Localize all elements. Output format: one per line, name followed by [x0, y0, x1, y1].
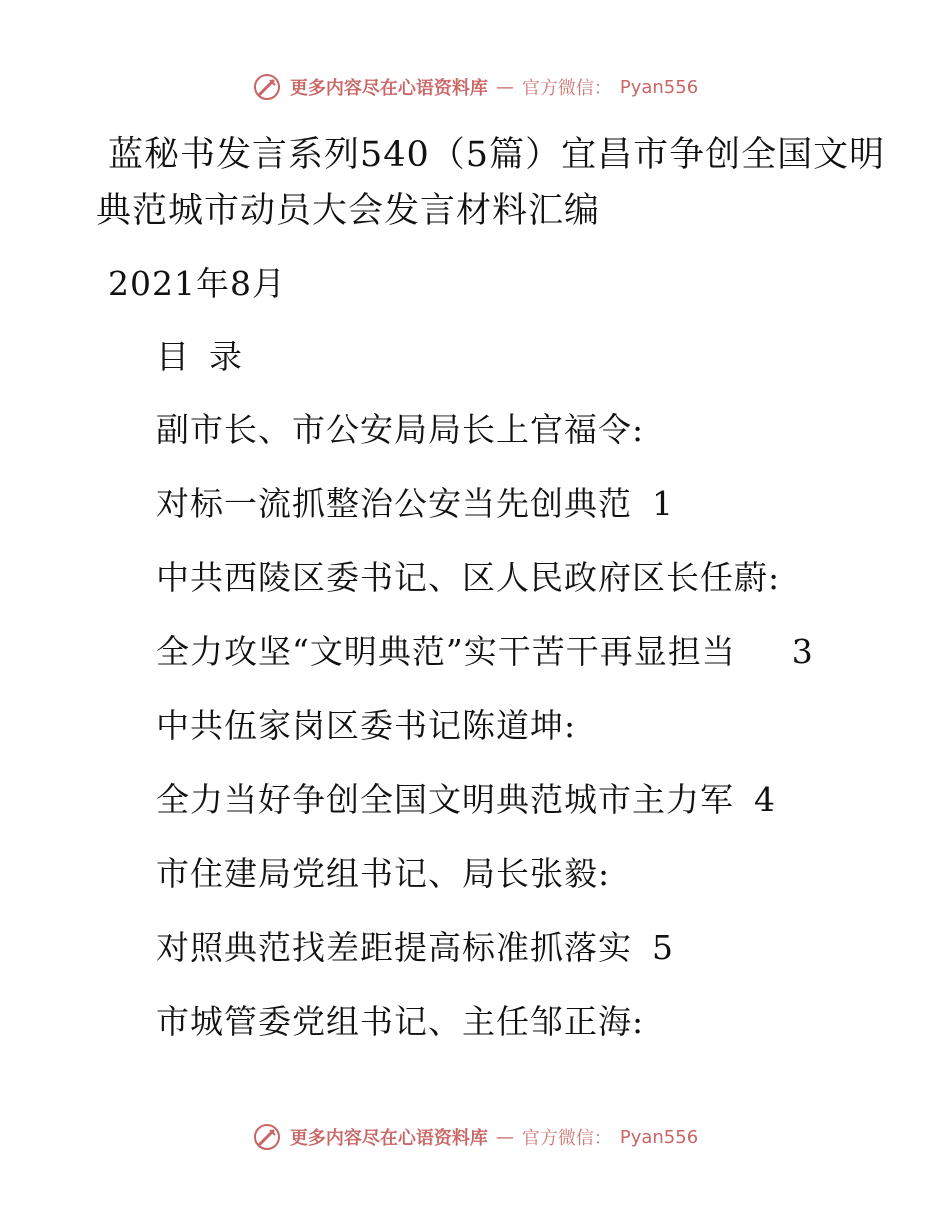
toc-entry-4[interactable]	[156, 922, 674, 969]
watermark-account: Pyan556	[619, 76, 699, 98]
pen-logo-icon	[252, 72, 282, 102]
document-title-line-1: 蓝秘书发言系列540（5篇）宜昌市争创全国文明	[108, 135, 886, 175]
watermark-bottom	[0, 1122, 950, 1152]
watermark-main-text: 更多内容尽在心语资料库	[289, 1128, 488, 1149]
toc-page-number: 1	[652, 484, 674, 523]
document-title-line-2: 典范城市动员大会发言材料汇编	[96, 191, 601, 231]
toc-entry-3[interactable]	[156, 774, 776, 821]
toc-entry-title: 对照典范找差距提高标准抓落实	[156, 928, 632, 967]
toc-heading: 目录	[156, 337, 262, 376]
toc-speaker-3: 中共伍家岗区委书记陈道坤:	[156, 706, 577, 745]
pen-logo-icon	[252, 1122, 282, 1152]
toc-entry-title: 全力攻坚“文明典范”实干苦干再显担当	[156, 632, 736, 671]
toc-speaker-4: 市住建局党组书记、局长张毅:	[156, 854, 611, 893]
document-date: 2021年8月	[108, 264, 286, 303]
toc-page-number: 4	[754, 780, 776, 819]
toc-speaker-5: 市城管委党组书记、主任邹正海:	[156, 1002, 645, 1041]
toc-page-number: 5	[652, 928, 674, 967]
toc-entry-title: 全力当好争创全国文明典范城市主力军	[156, 780, 734, 819]
toc-speaker-2: 中共西陵区委书记、区人民政府区长任蔚:	[156, 558, 781, 597]
watermark-dash: —	[495, 76, 514, 98]
toc-entry-2[interactable]	[156, 626, 814, 673]
watermark-official-text: 官方微信：	[521, 78, 612, 99]
watermark-account: Pyan556	[619, 1126, 699, 1148]
toc-entry-1[interactable]	[156, 478, 674, 525]
toc-speaker-1: 副市长、市公安局局长上官福令:	[156, 410, 645, 449]
watermark-main-text: 更多内容尽在心语资料库	[289, 78, 488, 99]
watermark-dash: —	[495, 1126, 514, 1148]
watermark-top	[0, 72, 950, 102]
toc-page-number: 3	[791, 632, 814, 671]
toc-entry-title: 对标一流抓整治公安当先创典范	[156, 484, 632, 523]
watermark-official-text: 官方微信：	[521, 1128, 612, 1149]
